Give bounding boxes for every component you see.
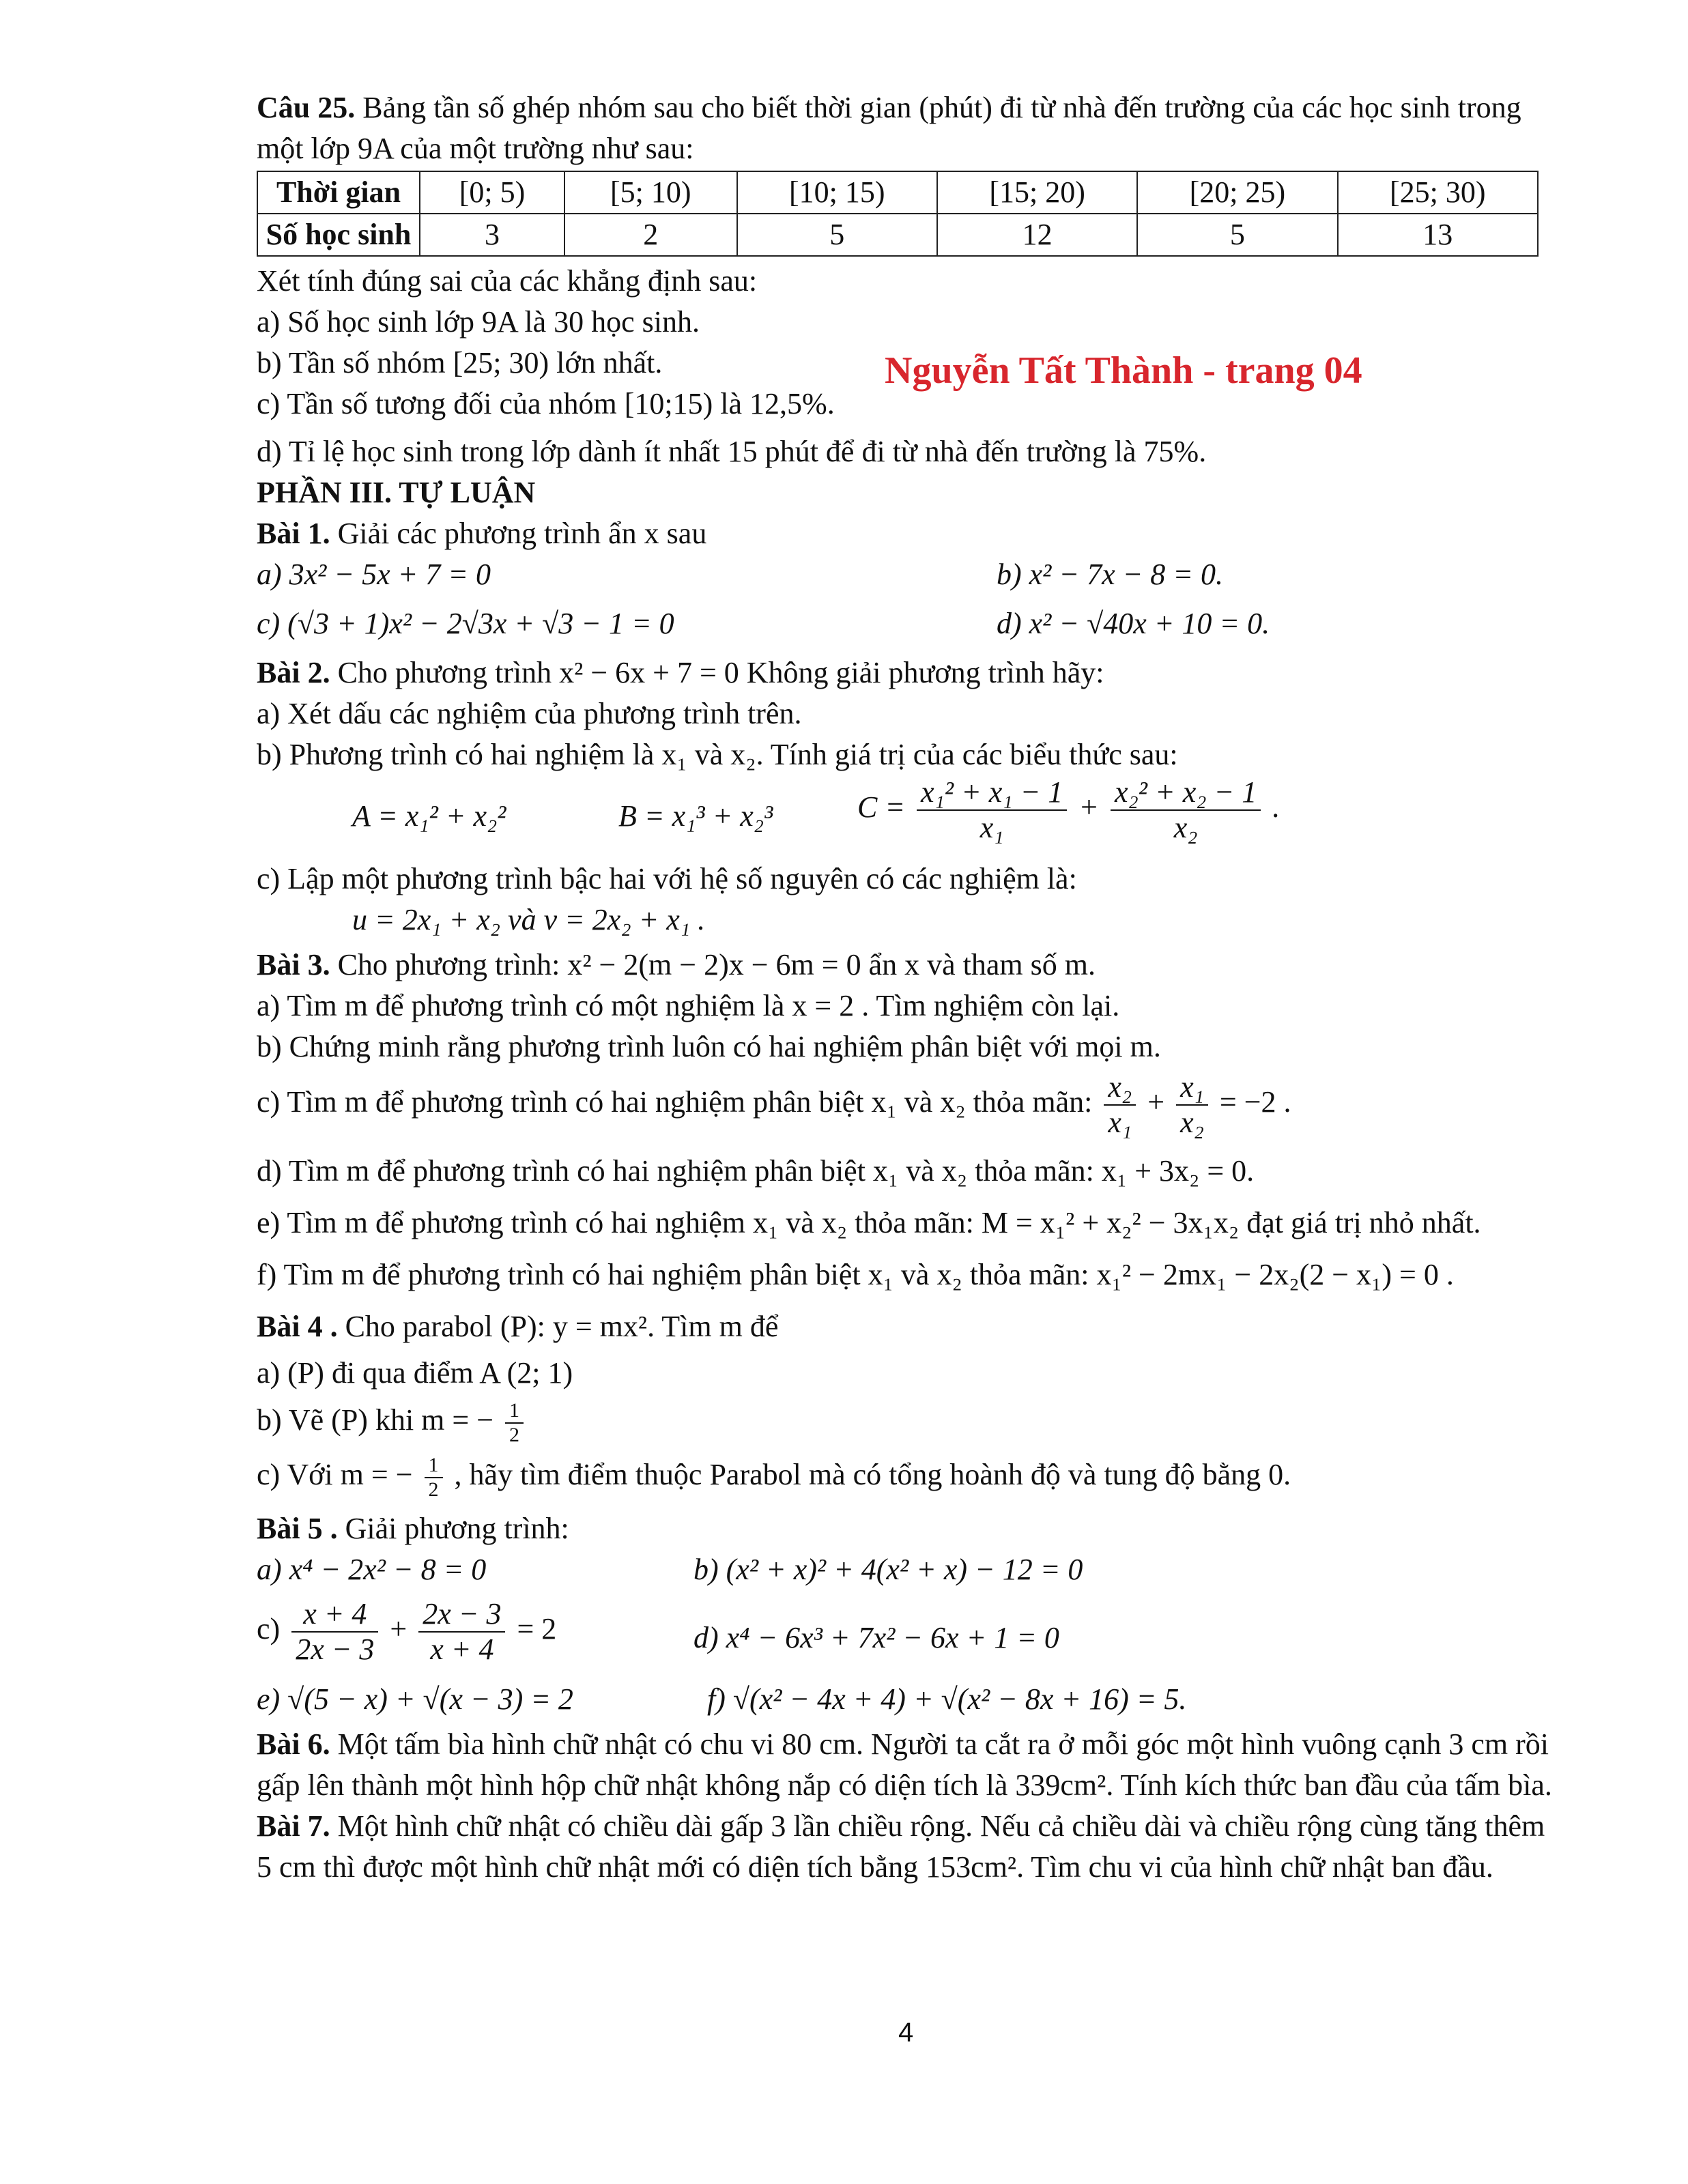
bai6-text: Một tấm bìa hình chữ nhật có chu vi 80 cm. Người ta cắt ra ở mỗi góc một hình vuông cạnh 3 cm rồi gấp lên thành một hình hộp chữ nhật không nắp có diện tích là 339cm². Tính kích thức ban đầu của tấm bìa. (257, 1727, 1552, 1802)
bai5-c (257, 1597, 557, 1666)
bai4-b (257, 1399, 1554, 1454)
cau25-a: a) Số học sinh lớp 9A là 30 học sinh. (257, 305, 700, 339)
bai5-row-ef (257, 1679, 1554, 1724)
fraction (505, 1399, 524, 1447)
bai5-label: Bài 5 . (257, 1512, 338, 1545)
cau25-b: b) Tần số nhóm [25; 30) lớn nhất. (257, 346, 663, 379)
table-cell: [25; 30) (1338, 171, 1538, 214)
bai2-b: b) Phương trình có hai nghiệm là x₁ và x₂. Tính giá trị của các biểu thức sau: (257, 738, 1178, 771)
bai7 (257, 1806, 1554, 1888)
bai1-b: b) x² − 7x − 8 = 0. (997, 558, 1223, 591)
fraction (1104, 1070, 1136, 1140)
table-cell: 12 (937, 214, 1137, 256)
bai3-c-text: c) Tìm m để phương trình có hai nghiệm phân biệt x₁ và x₂ thỏa mãn: (257, 1085, 1093, 1119)
bai3-title: Cho phương trình: x² − 2(m − 2)x − 6m = 0 ẩn x và tham số m. (337, 948, 1096, 981)
bai1-a: a) 3x² − 5x + 7 = 0 (257, 558, 491, 591)
bai4-c (257, 1454, 1554, 1508)
fraction-numerator: x₁ (1176, 1070, 1208, 1106)
bai3-f: f) Tìm m để phương trình có hai nghiệm phân biệt x₁ và x₂ thỏa mãn: x₁² − 2mx₁ − 2x₂(2 − x₁) = 0 . (257, 1258, 1454, 1291)
cau25-intro-text: Bảng tần số ghép nhóm sau cho biết thời gian (phút) đi từ nhà đến trường của các học sinh trong một lớp 9A của một trường như sau: (257, 91, 1521, 165)
bai2-c-expr: u = 2x₁ + x₂ và v = 2x₂ + x₁ . (352, 903, 706, 936)
fraction-numerator: x₂² + x₂ − 1 (1111, 775, 1261, 811)
bai5-row-cd (257, 1597, 1554, 1679)
bai5-a: a) x⁴ − 2x² − 8 = 0 (257, 1553, 487, 1586)
bai2-label: Bài 2. (257, 656, 330, 689)
bai5-title: Giải phương trình: (345, 1512, 569, 1545)
table-cell: 2 (564, 214, 737, 256)
section-heading: PHẦN III. TỰ LUẬN (257, 476, 536, 509)
bai3-b: b) Chứng minh rằng phương trình luôn có hai nghiệm phân biệt với mọi m. (257, 1030, 1161, 1063)
fraction-numerator: 1 (505, 1399, 524, 1424)
bai3-c (257, 1067, 1554, 1151)
fraction-denominator: x₂ (1173, 811, 1198, 844)
bai7-text: Một hình chữ nhật có chiều dài gấp 3 lần chiều rộng. Nếu cả chiều dài và chiều rộng cùng tăng thêm 5 cm thì được một hình chữ nhật mới có diện tích bằng 153cm². Tìm chu vi của hình chữ nhật ban đầu. (257, 1809, 1545, 1884)
table-cell: [5; 10) (564, 171, 737, 214)
cau25-c: c) Tần số tương đối của nhóm [10;15) là 12,5%. (257, 387, 835, 420)
expr-c-prefix: C = (857, 790, 906, 824)
expr-end: . (1272, 790, 1281, 824)
cau25-label: Câu 25. (257, 91, 356, 124)
bai1-heading (257, 513, 1554, 554)
fraction-denominator: 2 (428, 1478, 439, 1501)
page-number: 4 (898, 2017, 914, 2048)
bai3-d: d) Tìm m để phương trình có hai nghiệm phân biệt x₁ và x₂ thỏa mãn: x₁ + 3x₂ = 0. (257, 1154, 1255, 1188)
cau25-prompt: Xét tính đúng sai của các khẳng định sau: (257, 264, 758, 298)
bai1-row-ab (257, 554, 1554, 603)
bai3-label: Bài 3. (257, 948, 330, 981)
plus-sign: + (1147, 1085, 1165, 1119)
bai2-c: c) Lập một phương trình bậc hai với hệ số nguyên có các nghiệm là: (257, 862, 1077, 895)
fraction-numerator: x₁² + x₁ − 1 (917, 775, 1067, 811)
table-cell: [10; 15) (737, 171, 937, 214)
bai3-a: a) Tìm m để phương trình có một nghiệm là x = 2 . Tìm nghiệm còn lại. (257, 989, 1120, 1022)
fraction (917, 775, 1067, 845)
bai6 (257, 1724, 1554, 1806)
bai2-expressions (257, 775, 1554, 859)
bai2-expr-a: A = x₁² + x₂² (352, 799, 506, 833)
fraction-numerator: 2x − 3 (418, 1597, 505, 1633)
cau25-d: d) Tỉ lệ học sinh trong lớp dành ít nhất 15 phút để đi từ nhà đến trường là 75%. (257, 435, 1207, 468)
bai5-b: b) (x² + x)² + 4(x² + x) − 12 = 0 (693, 1553, 1083, 1586)
cau25-intro (257, 87, 1554, 169)
fraction (1176, 1070, 1208, 1140)
bai2-expr-b: B = x₁³ + x₂³ (618, 799, 773, 833)
frequency-table (257, 171, 1539, 257)
bai1-row-cd (257, 603, 1554, 652)
bai5-d: d) x⁴ − 6x³ + 7x² − 6x + 1 = 0 (693, 1621, 1059, 1654)
bai5-c-prefix: c) (257, 1612, 281, 1646)
bai4-c-text: c) Với m = − (257, 1458, 413, 1492)
bai5-row-ab (257, 1549, 1554, 1597)
fraction-denominator: x + 4 (430, 1633, 494, 1666)
bai5-e: e) √(5 − x) + √(x − 3) = 2 (257, 1682, 573, 1716)
table-cell: 5 (1137, 214, 1337, 256)
bai4-label: Bài 4 . (257, 1310, 338, 1343)
bai4-a: a) (P) đi qua điểm A (2; 1) (257, 1356, 573, 1390)
page-content (257, 87, 1554, 1888)
table-row (257, 171, 1538, 214)
fraction-denominator: x₁ (1108, 1106, 1132, 1139)
table-cell: 3 (420, 214, 564, 256)
fraction-numerator: x₂ (1104, 1070, 1136, 1106)
table-cell: 5 (737, 214, 937, 256)
bai4-heading (257, 1306, 1554, 1353)
bai2-a: a) Xét dấu các nghiệm của phương trình trên. (257, 697, 802, 730)
fraction-denominator: 2x − 3 (296, 1633, 375, 1666)
table-cell: [15; 20) (937, 171, 1137, 214)
watermark: Nguyễn Tất Thành - trang 04 (885, 349, 1362, 392)
fraction-denominator: 2 (509, 1424, 520, 1446)
bai4-c-rest: , hãy tìm điểm thuộc Parabol mà có tổng hoành độ và tung độ bằng 0. (454, 1458, 1291, 1492)
bai2-title: Cho phương trình x² − 6x + 7 = 0 Không giải phương trình hãy: (337, 656, 1104, 689)
plus-sign: + (1078, 790, 1099, 824)
fraction-numerator: 1 (425, 1454, 443, 1478)
fraction (291, 1597, 378, 1667)
bai4-b-text: b) Vẽ (P) khi m = − (257, 1403, 494, 1437)
bai6-label: Bài 6. (257, 1727, 330, 1761)
bai5-heading (257, 1508, 1554, 1549)
fraction-numerator: x + 4 (291, 1597, 378, 1633)
table-cell: [20; 25) (1137, 171, 1337, 214)
table-cell: [0; 5) (420, 171, 564, 214)
bai1-label: Bài 1. (257, 517, 330, 550)
bai2-expr-c (857, 775, 1280, 845)
bai3-heading (257, 945, 1554, 986)
bai5-f: f) √(x² − 4x + 4) + √(x² − 8x + 16) = 5. (707, 1682, 1187, 1716)
bai1-title: Giải các phương trình ẩn x sau (337, 517, 707, 550)
expr-end: = 2 (517, 1612, 557, 1646)
bai1-c: c) (√3 + 1)x² − 2√3x + √3 − 1 = 0 (257, 607, 674, 640)
plus-sign: + (390, 1612, 407, 1646)
bai7-label: Bài 7. (257, 1809, 330, 1843)
table-row (257, 214, 1538, 256)
bai3-e: e) Tìm m để phương trình có hai nghiệm x₁ và x₂ thỏa mãn: M = x₁² + x₂² − 3x₁x₂ đạt giá trị nhỏ nhất. (257, 1206, 1481, 1239)
table-header-cell: Số học sinh (257, 214, 420, 256)
fraction (425, 1454, 443, 1502)
bai2-heading (257, 652, 1554, 693)
table-cell: 13 (1338, 214, 1538, 256)
fraction (1111, 775, 1261, 845)
fraction-denominator: x₂ (1180, 1106, 1204, 1139)
table-header-cell: Thời gian (257, 171, 420, 214)
expr-end: = −2 . (1219, 1085, 1291, 1119)
bai1-d: d) x² − √40x + 10 = 0. (997, 607, 1270, 640)
bai4-title: Cho parabol (P): y = mx². Tìm m để (345, 1310, 779, 1343)
fraction (418, 1597, 505, 1667)
fraction-denominator: x₁ (979, 811, 1004, 844)
